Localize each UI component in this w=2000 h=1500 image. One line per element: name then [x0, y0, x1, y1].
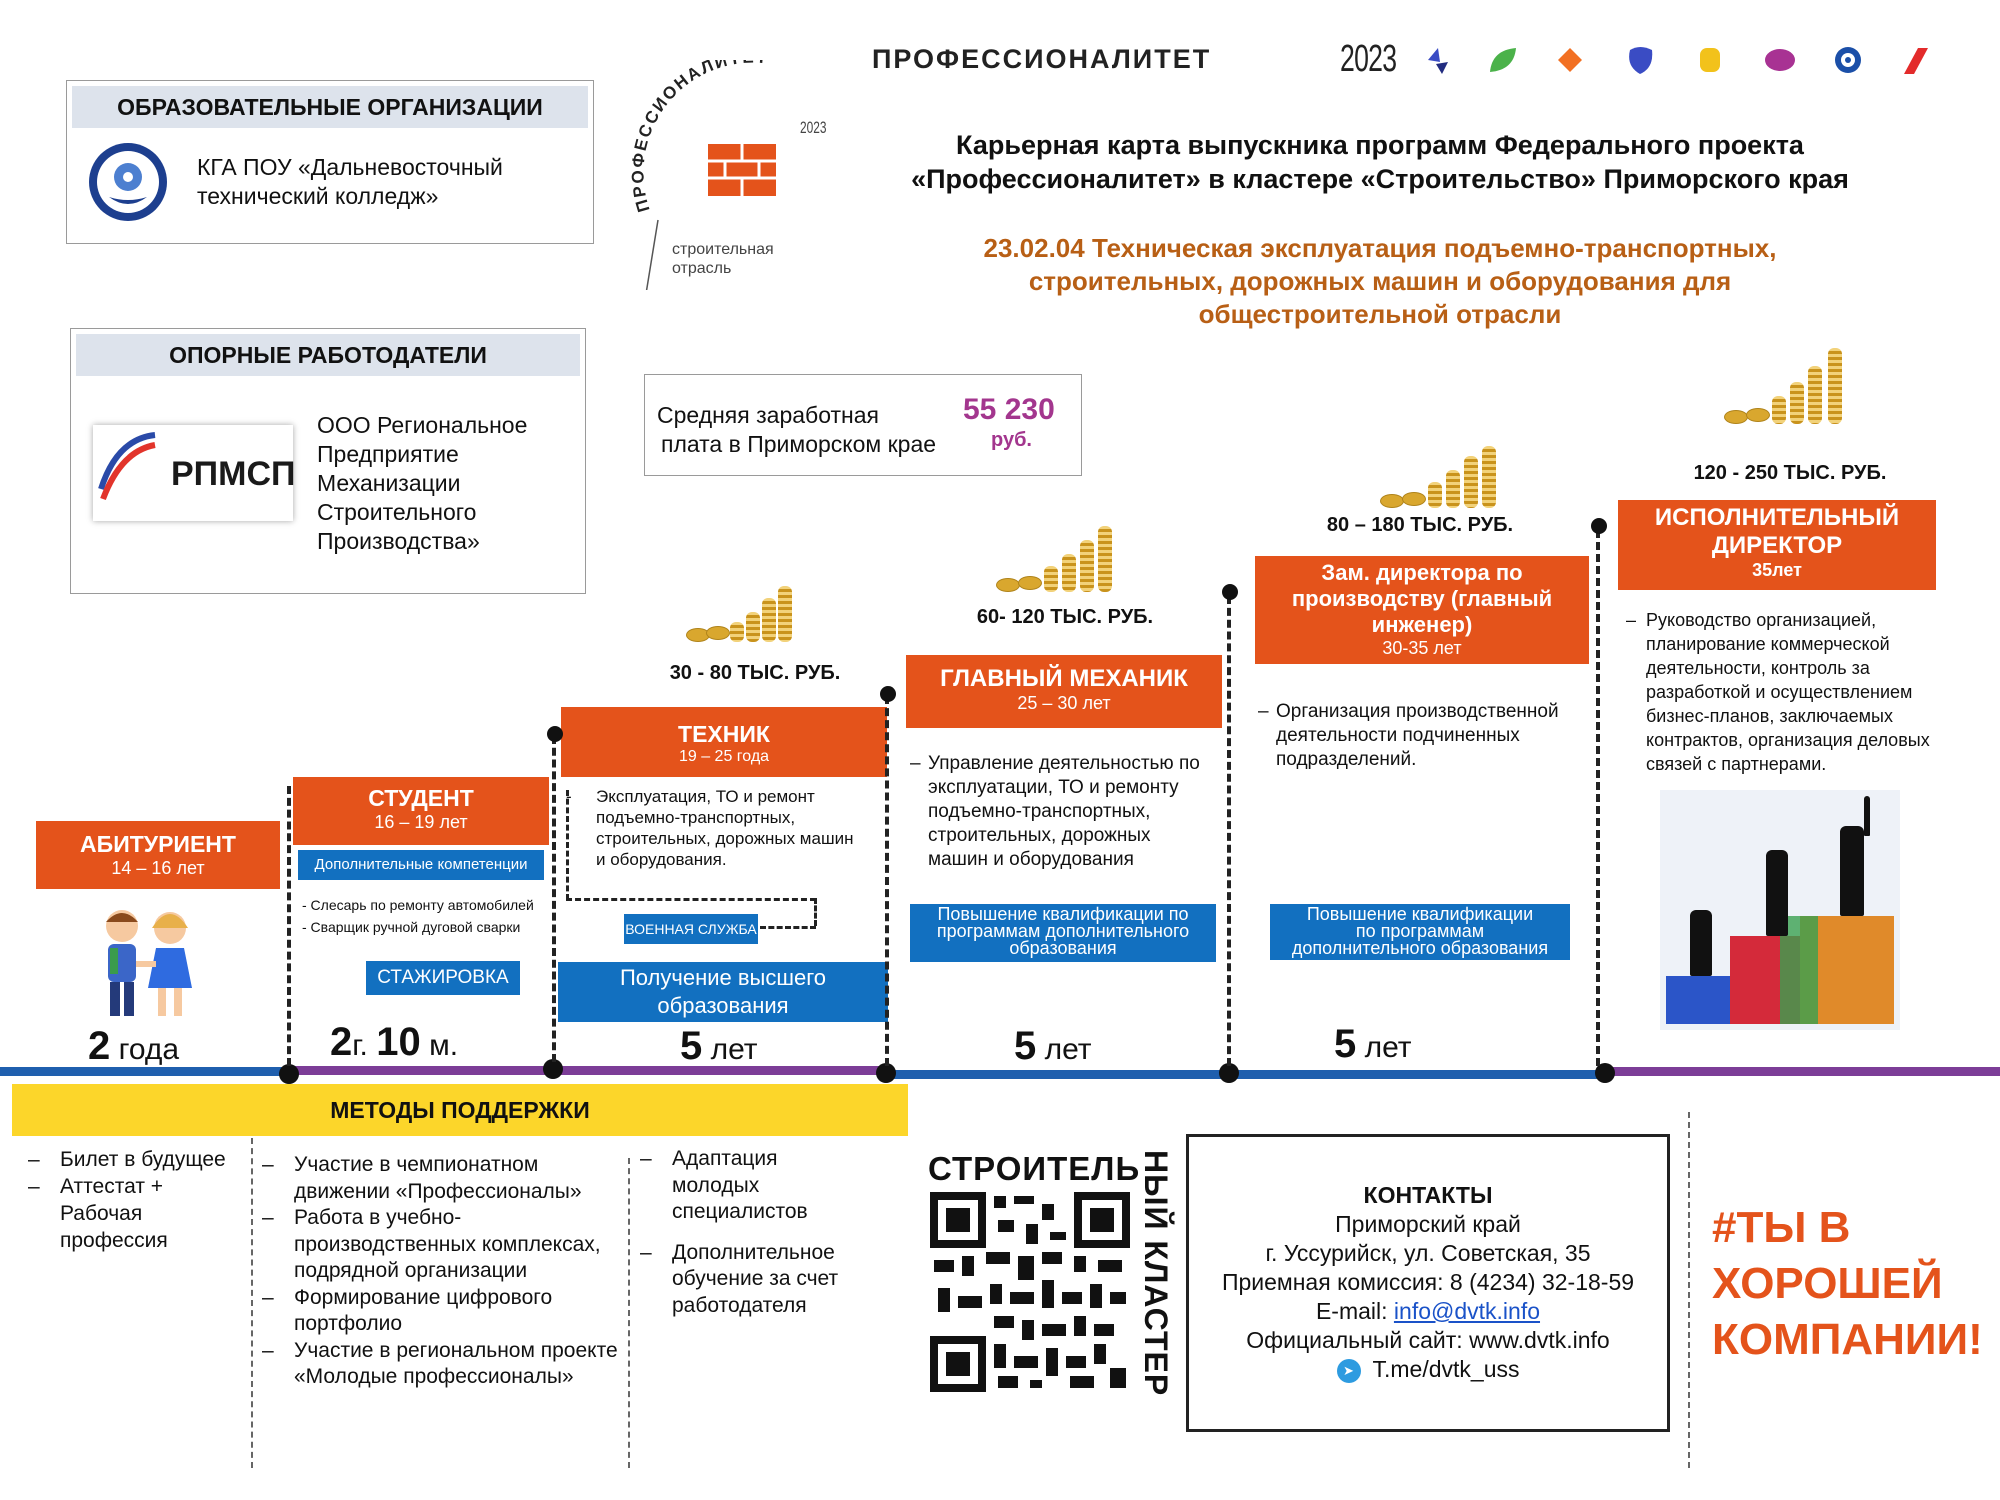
brand-name: ПРОФЕССИОНАЛИТЕТ: [872, 44, 1212, 74]
chief-mechanic-training-line: Повышение квалификации по: [937, 904, 1189, 924]
cluster-caption-line2: отрасль: [672, 260, 732, 277]
specialty-line3: общестроительной отрасли: [1198, 299, 1562, 329]
stage-deputy-director: [1255, 556, 1589, 664]
military-loop-path: [814, 898, 817, 926]
timeline-node: [279, 1064, 299, 1084]
deputy-director-training-line: по программам: [1355, 921, 1485, 941]
stage-technician-age: 19 – 25 года: [678, 748, 770, 765]
specialty-line1: 23.02.04 Техническая эксплуатация подъемно-транспортных,: [983, 233, 1777, 263]
rpmsp-swoosh-icon: [97, 429, 157, 519]
stage-deputy-director-age: 30-35 лет: [1382, 638, 1462, 658]
chief-mechanic-duties: [910, 752, 1222, 872]
person-figure-icon: [1766, 850, 1788, 936]
chief-mechanic-training-line: образования: [1009, 938, 1117, 958]
stage-applicant-title: АБИТУРИЕНТ: [80, 831, 236, 857]
slogan: [1712, 1200, 1983, 1368]
deputy-director-salary: 80 – 180 ТЫС. РУБ.: [1326, 514, 1514, 536]
page-title-line2: «Профессионалитет» в кластере «Строительство» Приморского края: [911, 164, 1849, 194]
employer-name: [317, 411, 527, 556]
cluster-logo: [620, 60, 840, 290]
red-slash-icon: [1904, 48, 1928, 74]
deputy-director-duty-line: деятельности подчиненных: [1276, 725, 1520, 746]
higher-education-line2: образования: [657, 993, 789, 1018]
stage-divider-top-node: [547, 726, 563, 742]
cluster-year: 2023: [800, 118, 827, 137]
duration-number: 2: [330, 1020, 353, 1064]
blue-target-icon: [1835, 47, 1861, 73]
support-divider: [251, 1138, 253, 1468]
kids-illustration: [86, 904, 206, 1024]
average-salary-label-line2: плата в Приморском крае: [661, 431, 937, 457]
education-heading: ОБРАЗОВАТЕЛЬНЫЕ ОРГАНИЗАЦИИ: [72, 86, 588, 128]
rpmsp-logo: [93, 425, 296, 521]
executive-director-duties: [1626, 608, 1956, 776]
cluster-arc-text: ПРОФЕССИОНАЛИ: [628, 60, 732, 215]
duration-number: 5: [1334, 1022, 1357, 1066]
qr-code[interactable]: [930, 1192, 1130, 1392]
support-item: – Участие в чемпионатном движении «Профессионалы»: [258, 1152, 628, 1205]
orange-diamond-icon: [1558, 48, 1582, 72]
contacts-email-row: [1189, 1297, 1667, 1326]
technician-duties-bullet: -: [566, 787, 572, 806]
purple-drop-icon: [1765, 49, 1795, 71]
average-salary-unit: руб.: [991, 429, 1032, 451]
specialty-title: [860, 232, 1900, 331]
contacts-panel: [1186, 1134, 1670, 1432]
employer-name-line: Производства»: [317, 528, 480, 554]
brand-icons-row: [1418, 42, 1938, 78]
support-item: – Работа в учебно-производственных комплексах, подрядной организации: [258, 1205, 628, 1285]
stage-divider: [885, 696, 889, 1066]
executive-director-duty-line: контрактов, организация деловых: [1646, 730, 1930, 750]
qr-code-image[interactable]: [930, 1192, 1130, 1392]
college-name: [197, 153, 503, 211]
deputy-director-duty-line: Организация производственной: [1276, 701, 1559, 722]
qr-caption-top: СТРОИТЕЛЬ: [928, 1150, 1141, 1187]
stage-executive-director-age: 35лет: [1752, 560, 1802, 580]
executive-director-duty-line: Руководство организацией,: [1646, 610, 1877, 630]
higher-education-box: [558, 962, 888, 1022]
employer-name-line: Предприятие: [317, 441, 459, 467]
brick-wall-icon: [708, 144, 776, 196]
person-raised-arm-icon: [1864, 796, 1870, 836]
executive-director-duty-line: разработкой и осуществлением: [1646, 682, 1913, 702]
contacts-telegram[interactable]: T.me/dvtk_uss: [1372, 1356, 1520, 1382]
extra-competency-item: - Слесарь по ремонту автомобилей: [302, 897, 534, 913]
specialty-line2: строительных, дорожных машин и оборудования для: [1028, 266, 1732, 296]
brand-icons: [1418, 42, 1938, 78]
employers-heading: ОПОРНЫЕ РАБОТОДАТЕЛИ: [76, 334, 580, 376]
support-item: – Участие в региональном проекте «Молодые профессионалы»: [258, 1338, 628, 1391]
employer-name-line: Механизации: [317, 470, 461, 496]
duration-applicant: [88, 1024, 179, 1069]
slogan-line1: #ТЫ В: [1712, 1203, 1851, 1252]
timeline-node: [876, 1063, 896, 1083]
stage-applicant-age: 14 – 16 лет: [111, 858, 205, 878]
college-name-line1: КГА ПОУ «Дальневосточный: [197, 154, 503, 180]
stage-executive-director-title-line: ИСПОЛНИТЕЛЬНЫЙ: [1654, 504, 1900, 531]
duration-unit: м.: [429, 1029, 459, 1062]
person-figure-icon: [1690, 910, 1712, 976]
support-item: – Формирование цифрового портфолио: [258, 1285, 628, 1338]
military-loop-path: [566, 898, 816, 901]
military-service-badge: ВОЕННАЯ СЛУЖБА: [624, 914, 758, 944]
page-title: [790, 128, 1970, 196]
support-item: – Дополнительное обучение за счет работодателя: [636, 1240, 866, 1320]
duration-number: 5: [680, 1024, 703, 1068]
military-loop-path: [760, 926, 816, 929]
chief-mechanic-duty-line: эксплуатации, ТО и ремонту: [928, 777, 1179, 798]
stage-divider: [287, 786, 291, 1066]
extra-competencies-list: [302, 894, 534, 938]
rpmsp-logo-text: РПМСП: [171, 455, 296, 493]
duration-deputy-director: [1334, 1022, 1412, 1067]
timeline-bar-blue: [890, 1070, 1610, 1079]
stage-deputy-director-title-line: инженер): [1371, 612, 1473, 637]
chief-mechanic-salary: 60- 120 ТЫС. РУБ.: [976, 606, 1154, 628]
stage-chief-mechanic: [906, 655, 1222, 728]
technician-duty-line: Эксплуатация, ТО и ремонт: [596, 787, 815, 806]
employers-panel: [70, 328, 586, 594]
duration-unit: г.: [352, 1029, 368, 1062]
duration-unit: лет: [710, 1033, 758, 1066]
stage-divider-top-node: [880, 686, 896, 702]
military-loop-path: [566, 790, 569, 900]
support-item: – Адаптация молодых специалистов: [636, 1146, 866, 1226]
telegram-icon: ➤: [1337, 1359, 1361, 1383]
stage-divider: [1596, 530, 1600, 1066]
chief-mechanic-duty-line: Управление деятельностью по: [928, 753, 1200, 774]
page-title-line1: Карьерная карта выпускника программ Федерального проекта: [956, 130, 1804, 160]
stage-student-age: 16 – 19 лет: [374, 812, 468, 832]
stage-deputy-director-title-line: производству (главный: [1291, 586, 1553, 611]
deputy-director-training-box: [1270, 904, 1570, 960]
contacts-site[interactable]: Официальный сайт: www.dvtk.info: [1246, 1327, 1610, 1353]
cluster-caption: [672, 240, 774, 278]
coins-stack-icon: [686, 584, 796, 644]
coins-stack-icon: [1724, 344, 1854, 426]
stage-deputy-director-title: [1255, 556, 1589, 638]
coins-stack-icon: [996, 522, 1122, 594]
duration-student: [330, 1020, 458, 1065]
chief-mechanic-training-line: программам дополнительного: [936, 921, 1190, 941]
deputy-director-duties-dash: –: [1258, 701, 1269, 722]
support-item: – Аттестат + Рабочая профессия: [24, 1173, 244, 1254]
average-salary-panel: [644, 374, 1082, 476]
support-list-1: [24, 1146, 244, 1254]
duration-chief-mechanic: [1014, 1024, 1092, 1069]
chief-mechanic-training-box: [910, 904, 1216, 962]
contacts-region: Приморский край: [1335, 1211, 1521, 1237]
slogan-line3: КОМПАНИИ!: [1712, 1315, 1983, 1364]
deputy-director-training-line: Повышение квалификации: [1306, 904, 1534, 924]
stage-executive-director-title: [1618, 500, 1936, 560]
support-item: – Билет в будущее: [24, 1146, 244, 1173]
internship-badge: СТАЖИРОВКА: [366, 961, 520, 995]
technician-duty-line: строительных, дорожных машин: [596, 829, 854, 848]
extra-competency-item: - Сварщик ручной дуговой сварки: [302, 919, 521, 935]
blue-leaf-icon: [1428, 48, 1448, 74]
higher-education-line1: Получение высшего: [619, 965, 827, 990]
education-panel: [66, 80, 594, 244]
stage-technician-title: ТЕХНИК: [678, 721, 770, 747]
timeline-bar-purple: [1610, 1067, 2000, 1076]
contacts-telegram-row[interactable]: [1189, 1355, 1667, 1384]
contacts-email-link[interactable]: info@dvtk.info: [1393, 1298, 1541, 1324]
support-list-2: [258, 1152, 628, 1391]
executive-director-duty-line: планирование коммерческой: [1646, 634, 1890, 654]
duration-number: 2: [88, 1024, 111, 1068]
stage-divider: [1227, 596, 1231, 1066]
employer-name-line: Строительного: [317, 499, 477, 525]
timeline-node: [1595, 1063, 1615, 1083]
duration-unit: года: [118, 1033, 180, 1066]
technician-duty-line: и оборудования.: [596, 850, 727, 869]
stage-executive-director: [1618, 500, 1936, 590]
college-emblem-icon: [87, 141, 169, 223]
blue-shield-icon: [1629, 47, 1652, 74]
duration-number: 10: [376, 1020, 421, 1064]
support-divider: [628, 1158, 630, 1468]
chief-mechanic-duties-dash: –: [910, 753, 921, 774]
executive-director-duty-line: деятельности, контроль за: [1646, 658, 1870, 678]
extra-competencies-label: Дополнительные компетенции: [298, 850, 544, 880]
podium-illustration: [1660, 790, 1900, 1030]
stage-divider-top-node: [1591, 518, 1607, 534]
executive-director-duty-line: бизнес-планов, заключаемых: [1646, 706, 1893, 726]
stage-chief-mechanic-title: ГЛАВНЫЙ МЕХАНИК: [940, 665, 1188, 692]
stage-student-title: СТУДЕНТ: [368, 785, 474, 811]
stage-deputy-director-title-line: Зам. директора по: [1321, 560, 1523, 585]
chief-mechanic-duty-line: машин и оборудования: [928, 849, 1134, 870]
technician-salary: 30 - 80 ТЫС. РУБ.: [669, 662, 841, 684]
contacts-admission: Приемная комиссия: 8 (4234) 32-18-59: [1221, 1269, 1635, 1295]
green-leaf-icon: [1490, 48, 1516, 72]
stage-divider-top-node: [1222, 584, 1238, 600]
brand-year: 2023: [1340, 38, 1397, 80]
duration-number: 5: [1014, 1024, 1037, 1068]
stage-divider: [552, 736, 556, 1062]
cluster-caption-line1: строительная: [672, 241, 774, 258]
support-heading: МЕТОДЫ ПОДДЕРЖКИ: [12, 1084, 908, 1136]
timeline-node: [1219, 1063, 1239, 1083]
yellow-bell-icon: [1700, 48, 1720, 72]
employer-name-line: ООО Региональное: [317, 412, 528, 438]
average-salary-label-line1: Средняя заработная: [657, 402, 879, 428]
average-salary-value: 55 230: [963, 393, 1055, 426]
timeline-bar-purple: [290, 1066, 890, 1075]
duration-unit: лет: [1364, 1031, 1412, 1064]
stage-chief-mechanic-age: 25 – 30 лет: [1017, 693, 1111, 713]
stage-executive-director-title-line: ДИРЕКТОР: [1711, 532, 1843, 559]
average-salary-label: [657, 401, 936, 459]
contacts-heading: КОНТАКТЫ: [1363, 1182, 1493, 1208]
duration-technician: [680, 1024, 758, 1069]
technician-duty-line: подъемно-транспортных,: [596, 808, 796, 827]
qr-caption-side: НЫЙ КЛАСТЕР: [1138, 1150, 1174, 1397]
coins-stack-icon: [1380, 444, 1500, 510]
right-divider: [1688, 1112, 1690, 1468]
executive-director-duty-line: связей с партнерами.: [1646, 754, 1827, 774]
contacts-address: г. Уссурийск, ул. Советская, 35: [1265, 1240, 1591, 1266]
technician-duties: [566, 786, 886, 870]
deputy-director-duties: [1258, 700, 1588, 772]
deputy-director-training-line: дополнительного образования: [1291, 938, 1549, 958]
stage-applicant: [36, 821, 280, 889]
slogan-line2: ХОРОШЕЙ: [1712, 1259, 1943, 1308]
deputy-director-duty-line: подразделений.: [1276, 749, 1417, 770]
stage-student: [293, 777, 549, 845]
executive-director-duties-dash: –: [1626, 610, 1637, 630]
contacts-email-label: E-mail:: [1315, 1298, 1394, 1324]
stage-technician: [561, 707, 887, 777]
timeline-node: [543, 1059, 563, 1079]
support-list-3: [636, 1146, 866, 1319]
chief-mechanic-duty-line: подъемно-транспортных,: [928, 801, 1151, 822]
college-name-line2: технический колледж»: [197, 183, 439, 209]
executive-director-salary: 120 - 250 ТЫС. РУБ.: [1693, 462, 1887, 484]
duration-unit: лет: [1044, 1033, 1092, 1066]
person-figure-icon: [1840, 826, 1864, 916]
chief-mechanic-duty-line: строительных, дорожных: [928, 825, 1151, 846]
